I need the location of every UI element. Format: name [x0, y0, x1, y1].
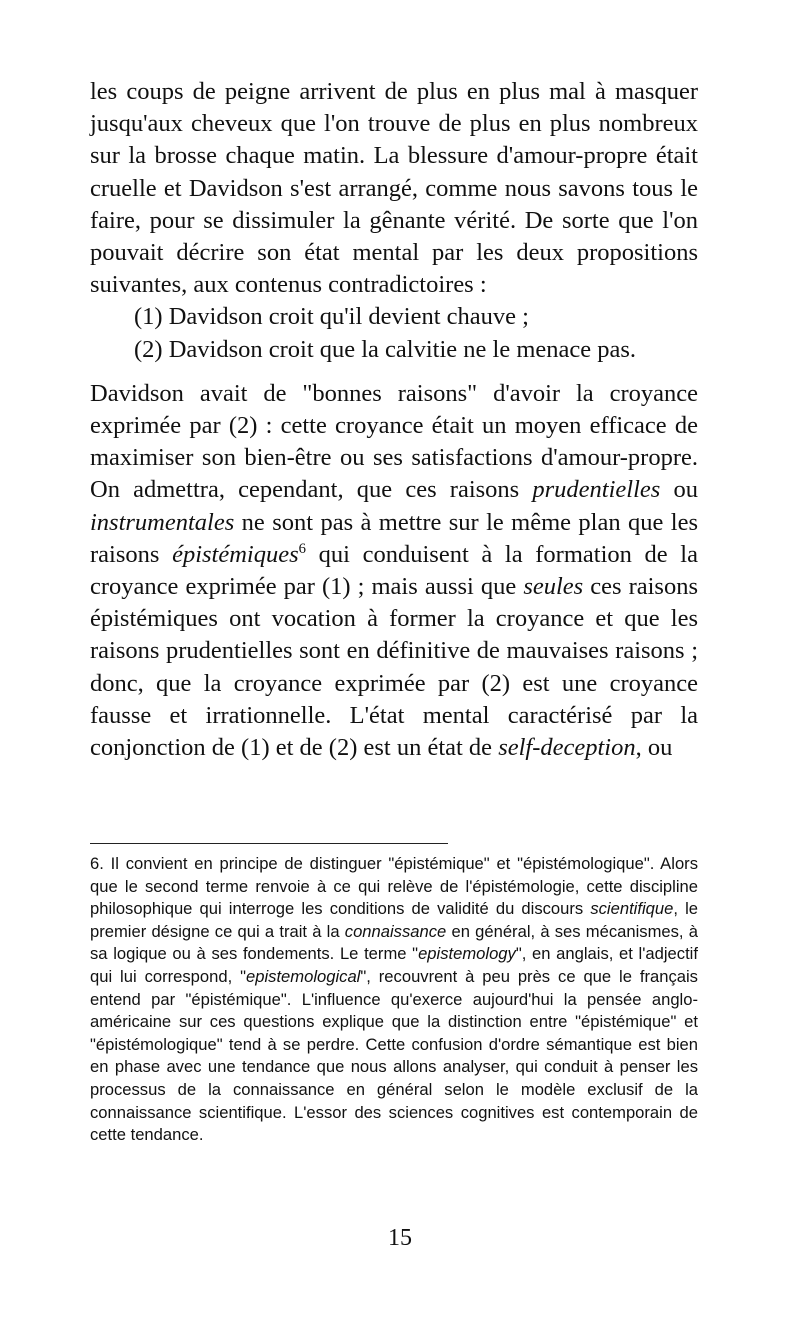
italic-term: seules [523, 573, 584, 601]
italic-term: épistémiques [172, 540, 299, 568]
text-run: , ou [635, 734, 673, 762]
italic-term: connaissance [344, 921, 447, 941]
text-run: qui conduisent à la formation de la croyance exprimée par (1) ; mais aussi que [90, 540, 698, 601]
paragraph-2 [90, 378, 698, 764]
text-run: ne sont pas à mettre sur le même plan que les raisons [90, 508, 698, 568]
proposition-1: (1) Davidson croit qu'il devient chauve ; [134, 303, 529, 331]
footnote-divider [90, 843, 448, 844]
text-run: ", recouvrent à peu près ce que le français entend par "épistémique". L'influence qu'exerce aujourd'hui la pensée anglo-américaine sur ces questions explique que la distinction entre "épistémique" et "épistémologique" tend à se perdre. Cette confusion d'ordre sémantique est bien en phase avec une tendance que nous allons analyser, qui conduit à penser les processus de la connaissance en général selon le modèle exclusif de la connaissance scientifique. L'essor des sciences cognitives est contemporain de cette tendance. [90, 966, 698, 1145]
text-run: 6. Il convient en principe de distinguer "épistémique" et "épistémologique". Alors que le second terme renvoie à ce qui relève de l'épistémologie, cette discipline philosophique qui interroge les conditions de validité du discours [90, 854, 698, 919]
text-run: Davidson avait de "bonnes raisons" d'avoir la croyance exprimée par (2) : cette croyance était un moyen efficace de maximiser son bien-être ou ses satisfactions d'amour-propre. On admettra, cependant, que ces raisons [90, 379, 698, 504]
main-text [90, 76, 698, 764]
text-run: , le premier désigne ce qui a trait à la [90, 899, 698, 941]
italic-term: self-deception [498, 734, 636, 762]
text-run: ces raisons épistémiques ont vocation à former la croyance et que les raisons prudentielles sont en définitive de mauvaises raisons ; donc, que la croyance exprimée par (2) est une croyance fausse et irrationnelle. L'état mental caractérisé par la conjonction de (1) et de (2) est un état de [90, 573, 698, 762]
text-run: ou [660, 476, 698, 504]
proposition-2: (2) Davidson croit que la calvitie ne le menace pas. [134, 335, 637, 363]
italic-term: scientifique [590, 899, 674, 919]
text-run: en général, à ses mécanismes, à sa logique ou à ses fondements. Le terme " [90, 921, 698, 964]
footnote-6 [90, 853, 698, 1147]
page-number: 15 [388, 1225, 412, 1251]
footnote-reference: 6 [298, 540, 306, 557]
italic-term: epistemology [418, 944, 516, 964]
italic-term: prudentielles [532, 476, 661, 504]
text-run: ", en anglais, et l'adjectif qui lui correspond, " [90, 944, 698, 986]
italic-term: epistemological [246, 966, 361, 986]
paragraph-1: les coups de peigne arrivent de plus en plus mal à masquer jusqu'aux cheveux que l'on trouve de plus en plus nombreux sur la brosse chaque matin. La blessure d'amour-propre était cruelle et Davidson s'est arrangé, comme nous savons tous le faire, pour se dissimuler la gênante vérité. De sorte que l'on pouvait décrire son état mental par les deux propositions suivantes, aux contenus contradictoires : [90, 78, 698, 299]
italic-term: instrumentales [90, 508, 235, 536]
